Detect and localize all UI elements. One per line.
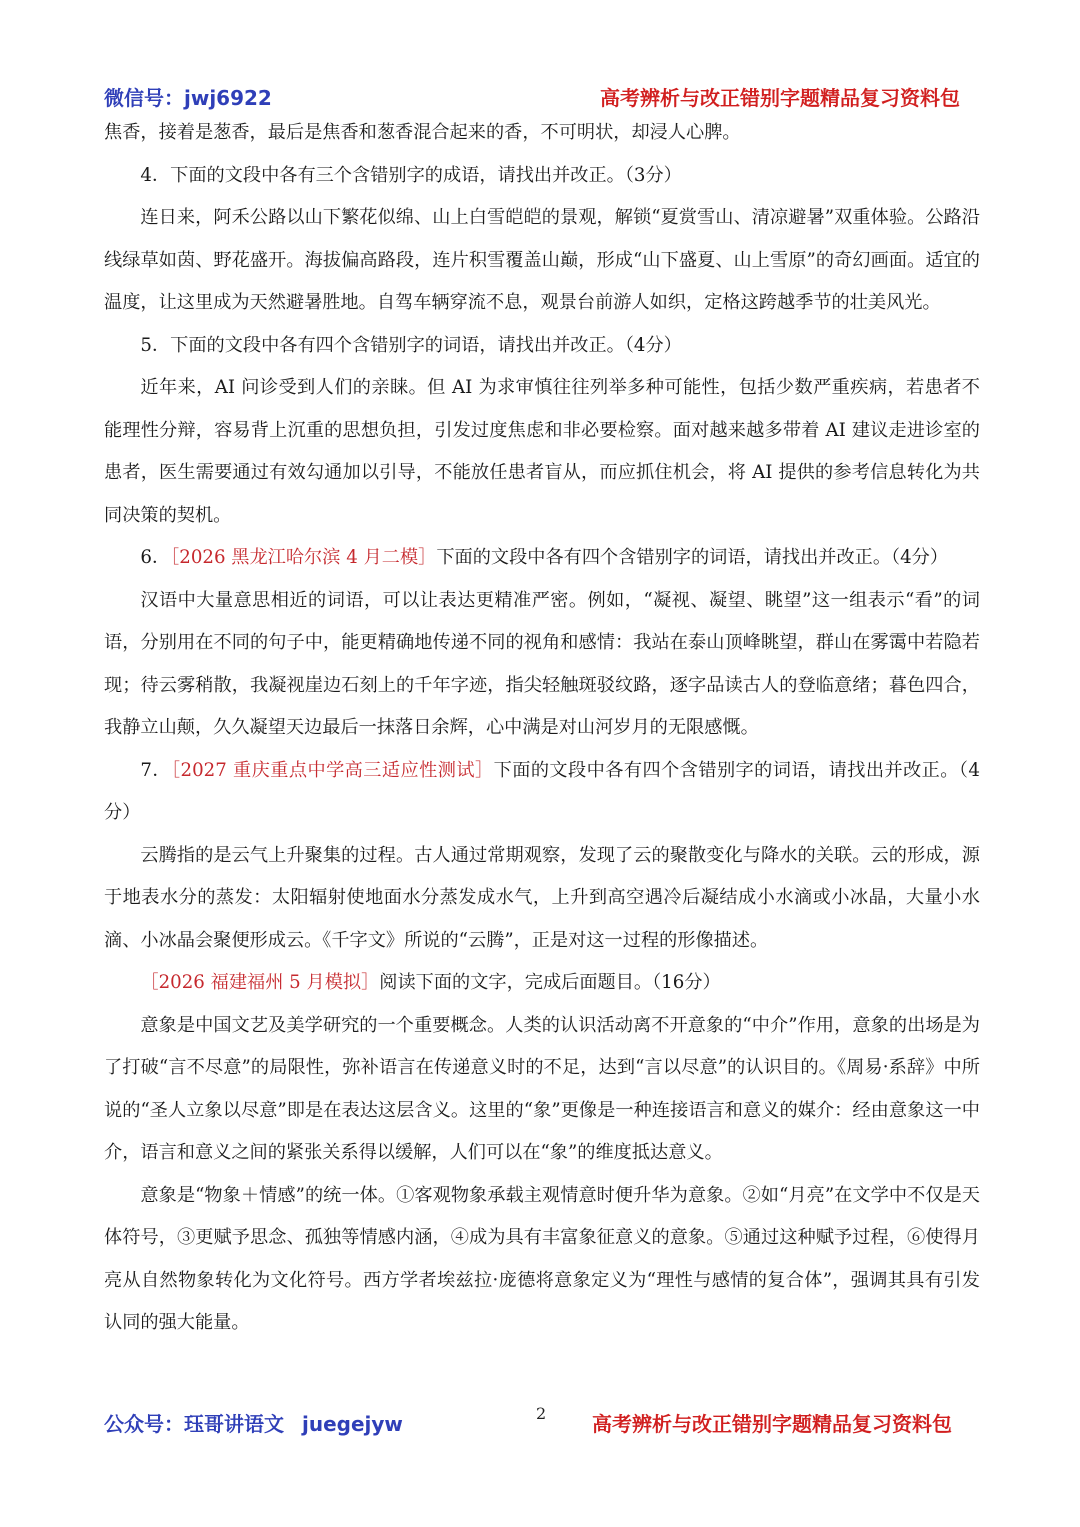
question-4-title: 4．下面的文段中各有三个含错别字的成语，请找出并改正。（3分） [140, 164, 682, 186]
question-7-source: ［2027 重庆重点中学高三适应性测试］ [171, 759, 494, 781]
question-6-source: ［2026 黑龙江哈尔滨 4 月二模］ [170, 547, 437, 568]
reading-title [104, 962, 980, 1005]
question-7-title [104, 750, 980, 835]
question-4-text: 连日来，阿禾公路以山下繁花似绵、山上白雪皑皑的景观，解锁“夏赏雪山、清凉避暑”双重体验。公路沿线绿草如茵、野花盛开。海拔偏高路段，连片积雪覆盖山巅，形成“山下盛夏、山上雪原”的奇幻画面。适宜的温度，让这里成为天然避暑胜地。自驾车辆穿流不息，观景台前游人如织，定格这跨越季节的壮美风光。 [104, 207, 980, 313]
page-number: 2 [536, 1404, 547, 1423]
question-6-instruction: 下面的文段中各有四个含错别字的词语，请找出并改正。（4分） [436, 547, 949, 568]
question-6-title [104, 537, 980, 580]
page-footer [104, 1404, 976, 1438]
question-5-text: 近年来，AI 问诊受到人们的亲睐。但 AI 为求审慎往往列举多种可能性，包括少数严重疾病，若患者不能理性分辩，容易背上沉重的思想负担，引发过度焦虑和非必要检察。面对越来越多带着 AI 建议走进诊室的患者，医生需要通过有效勾通加以引导，不能放任患者盲从，而应抓住机会，将 AI 提供的参考信息转化为共同决策的契机。 [104, 377, 980, 526]
wechat-id: 微信号：jwj6922 [104, 86, 272, 110]
continued-paragraph: 焦香，接着是葱香，最后是焦香和葱香混合起来的香，不可明状，却浸人心脾。 [104, 122, 741, 143]
public-account-id: juegejyw [302, 1412, 403, 1436]
reading-paragraph-2: 意象是“物象＋情感”的统一体。①客观物象承载主观情意时便升华为意象。②如“月亮”在文学中不仅是天体符号，③更赋予思念、孤独等情感内涵，④成为具有丰富象征意义的意象。⑤通过这种赋予过程，⑥使得月亮从自然物象转化为文化符号。西方学者埃兹拉·庞德将意象定义为“理性与感情的复合体”，强调其具有引发认同的强大能量。 [104, 1184, 980, 1333]
question-7-instruction: 下面的文段中各有四个含错别字的词语，请找出并改正。（4分） [104, 759, 980, 823]
reading-paragraph-1: 意象是中国文艺及美学研究的一个重要概念。人类的认识活动离不开意象的“中介”作用，意象的出场是为了打破“言不尽意”的局限性，弥补语言在传递意义时的不足，达到“言以尽意”的认识目的。《周易·系辞》中所说的“圣人立象以尽意”即是在表达这层含义。这里的“象”更像是一种连接语言和意义的媒介：经由意象这一中介，语言和意义之间的紧张关系得以缓解，人们可以在“象”的维度抵达意义。 [104, 1014, 980, 1163]
public-account [104, 1408, 403, 1437]
question-7-text: 云腾指的是云气上升聚集的过程。古人通过常期观察，发现了云的聚散变化与降水的关联。云的形成，源于地表水分的蒸发：太阳辐射使地面水分蒸发成水气，上升到高空遇冷后凝结成小水滴或小冰晶，大量小水滴、小冰晶会聚便形成云。《千字文》所说的“云腾”，正是对这一过程的形像描述。 [104, 844, 980, 951]
header-title: 高考辨析与改正错别字题精品复习资料包 [600, 86, 960, 110]
question-6-text: 汉语中大量意思相近的词语，可以让表达更精准严密。例如，“凝视、凝望、眺望”这一组表示“看”的词语，分别用在不同的句子中，能更精确地传递不同的视角和感情：我站在泰山顶峰眺望，群山在雾霭中若隐若现；待云雾稍散，我凝视崖边石刻上的千年字迹，指尖轻触斑驳纹路，逐字品读古人的登临意绪；暮色四合，我静立山颠，久久凝望天边最后一抹落日余辉，心中满是对山河岁月的无限感慨。 [104, 589, 980, 738]
public-account-label: 公众号：珏哥讲语文 [104, 1412, 284, 1436]
reading-source: ［2026 福建福州 5 月模拟］ [140, 972, 380, 993]
question-7-number: 7． [140, 759, 171, 781]
question-6-number: 6． [140, 547, 171, 568]
document-body [104, 112, 980, 1345]
page-header [104, 82, 976, 112]
reading-instruction: 阅读下面的文字，完成后面题目。（16分） [379, 972, 721, 993]
question-5-title: 5．下面的文段中各有四个含错别字的词语，请找出并改正。（4分） [140, 334, 682, 356]
footer-title: 高考辨析与改正错别字题精品复习资料包 [592, 1412, 952, 1436]
